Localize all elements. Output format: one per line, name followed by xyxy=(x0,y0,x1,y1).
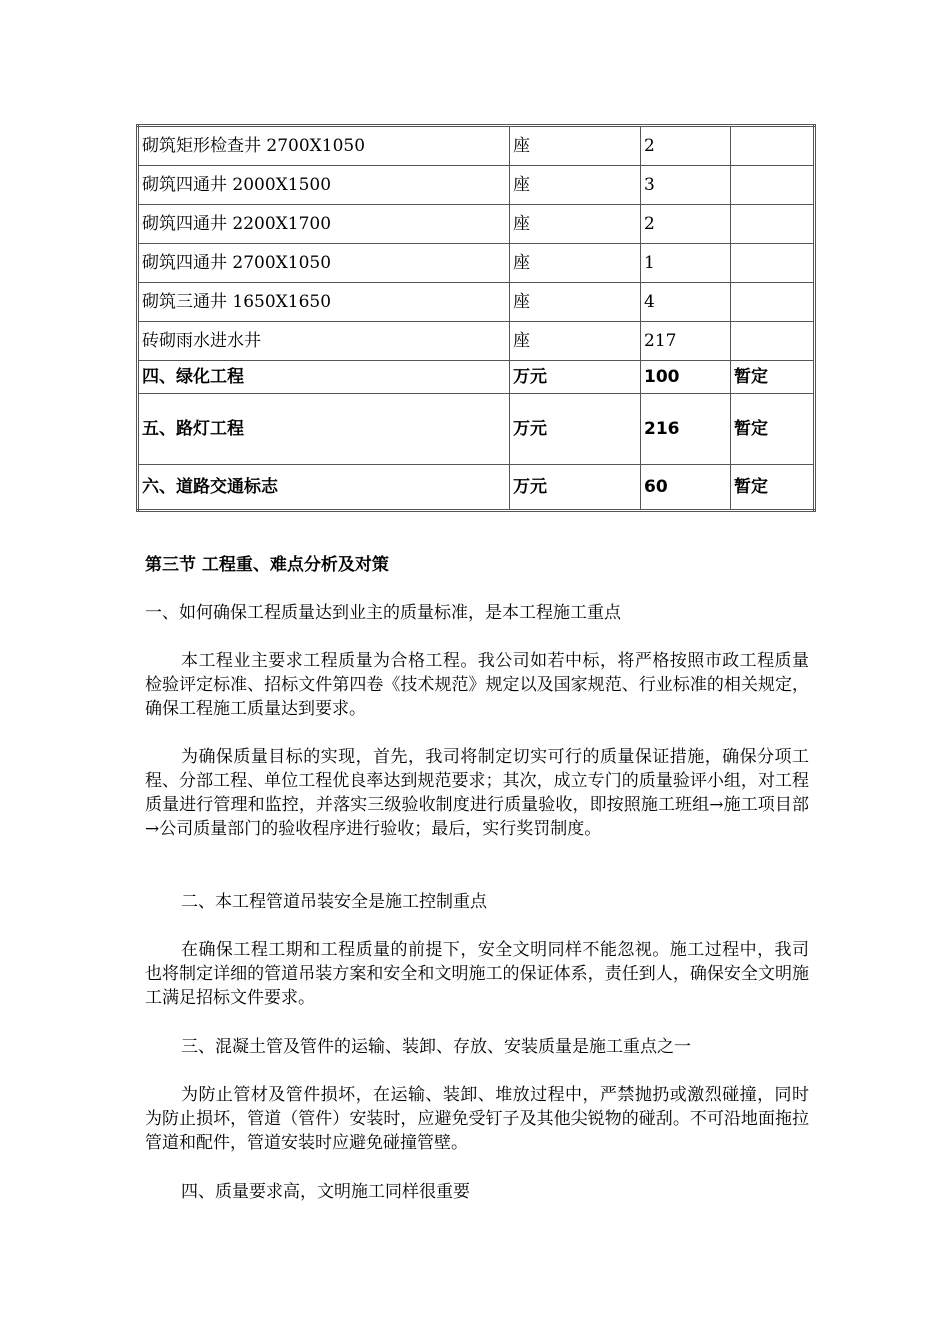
paragraph-2: 为确保质量目标的实现，首先，我司将制定切实可行的质量保证措施，确保分项工程、分部工程、单位工程优良率达到规范要求；其次，成立专门的质量验评小组，对工程质量进行管理和监控，并落实三级验收制度进行质量验收，即按照施工班组→施工项目部→公司质量部门的验收程序进行验收；最后，实行奖罚制度。 xyxy=(145,747,809,839)
unit-cell: 座 xyxy=(510,283,641,322)
table-row xyxy=(138,166,815,205)
table-row xyxy=(138,126,815,166)
unit-cell: 座 xyxy=(510,244,641,283)
unit-cell: 座 xyxy=(510,126,641,166)
qty-cell: 216 xyxy=(641,394,731,465)
note-cell xyxy=(731,322,815,361)
table-row xyxy=(138,205,815,244)
heading-4: 四、质量要求高，文明施工同样很重要 xyxy=(181,1182,470,1202)
table-row xyxy=(138,244,815,283)
qty-cell: 60 xyxy=(641,465,731,511)
qty-cell: 3 xyxy=(641,166,731,205)
item-cell: 砌筑四通井 2000X1500 xyxy=(138,166,510,205)
note-cell xyxy=(731,205,815,244)
note-cell xyxy=(731,166,815,205)
qty-cell: 100 xyxy=(641,361,731,394)
unit-cell: 万元 xyxy=(510,394,641,465)
table-row xyxy=(138,322,815,361)
table-row xyxy=(138,361,815,394)
note-cell xyxy=(731,244,815,283)
table-row xyxy=(138,465,815,511)
item-cell: 四、绿化工程 xyxy=(138,361,510,394)
item-cell: 砌筑三通井 1650X1650 xyxy=(138,283,510,322)
item-cell: 砌筑矩形检查井 2700X1050 xyxy=(138,126,510,166)
heading-1: 一、如何确保工程质量达到业主的质量标准，是本工程施工重点 xyxy=(145,603,621,623)
unit-cell: 座 xyxy=(510,205,641,244)
note-cell: 暂定 xyxy=(731,361,815,394)
unit-cell: 万元 xyxy=(510,361,641,394)
unit-cell: 万元 xyxy=(510,465,641,511)
section-title: 第三节 工程重、难点分析及对策 xyxy=(145,555,389,575)
qty-cell: 217 xyxy=(641,322,731,361)
table-row xyxy=(138,394,815,465)
item-cell: 砌筑四通井 2200X1700 xyxy=(138,205,510,244)
paragraph-1: 本工程业主要求工程质量为合格工程。我公司如若中标，将严格按照市政工程质量检验评定标准、招标文件第四卷《技术规范》规定以及国家规范、行业标准的相关规定，确保工程施工质量达到要求。 xyxy=(145,651,809,719)
qty-cell: 4 xyxy=(641,283,731,322)
qty-cell: 1 xyxy=(641,244,731,283)
item-cell: 砌筑四通井 2700X1050 xyxy=(138,244,510,283)
heading-2: 二、本工程管道吊装安全是施工控制重点 xyxy=(181,892,487,912)
unit-cell: 座 xyxy=(510,322,641,361)
qty-cell: 2 xyxy=(641,205,731,244)
qty-cell: 2 xyxy=(641,126,731,166)
note-cell xyxy=(731,126,815,166)
heading-3: 三、混凝土管及管件的运输、装卸、存放、安装质量是施工重点之一 xyxy=(181,1037,691,1057)
table-row xyxy=(138,283,815,322)
note-cell: 暂定 xyxy=(731,394,815,465)
quantity-table xyxy=(136,124,816,512)
paragraph-4: 为防止管材及管件损坏，在运输、装卸、堆放过程中，严禁抛扔或激烈碰撞，同时为防止损坏，管道（管件）安装时，应避免受钉子及其他尖锐物的碰刮。不可沿地面拖拉管道和配件，管道安装时应避免碰撞管壁。 xyxy=(145,1085,809,1153)
note-cell: 暂定 xyxy=(731,465,815,511)
item-cell: 砖砌雨水进水井 xyxy=(138,322,510,361)
note-cell xyxy=(731,283,815,322)
item-cell: 六、道路交通标志 xyxy=(138,465,510,511)
paragraph-3: 在确保工程工期和工程质量的前提下，安全文明同样不能忽视。施工过程中，我司也将制定详细的管道吊装方案和安全和文明施工的保证体系，责任到人，确保安全文明施工满足招标文件要求。 xyxy=(145,940,809,1008)
unit-cell: 座 xyxy=(510,166,641,205)
item-cell: 五、路灯工程 xyxy=(138,394,510,465)
